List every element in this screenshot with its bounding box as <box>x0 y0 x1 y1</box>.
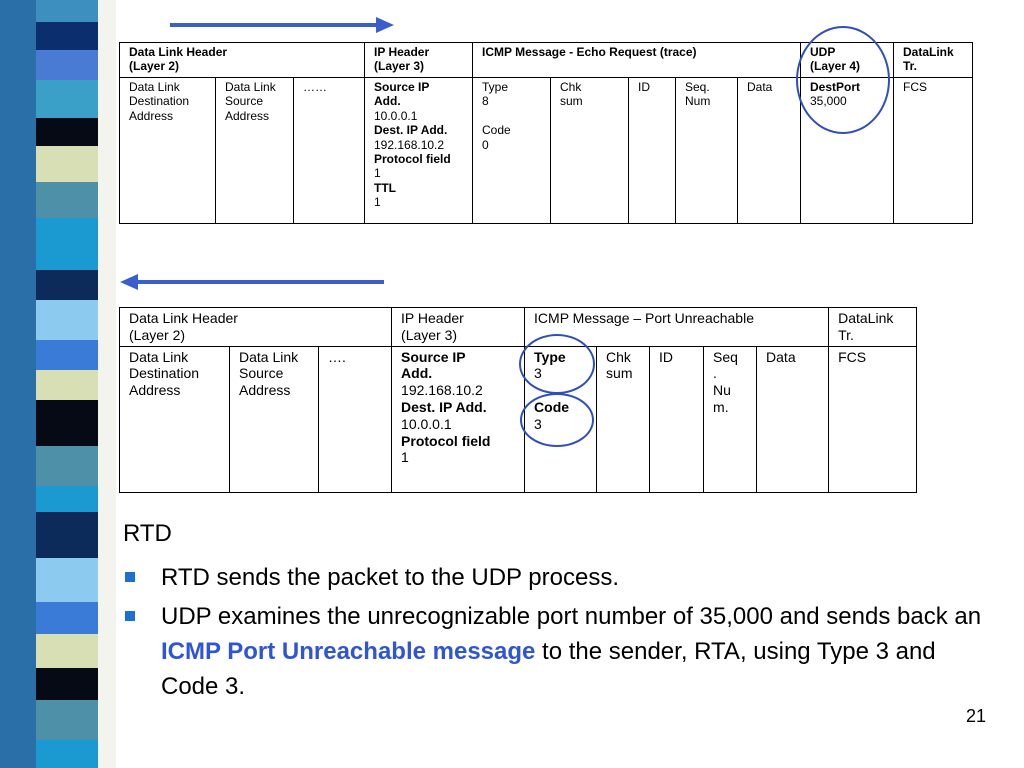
icmp-code-highlight-circle <box>520 393 594 447</box>
cell-dl-destination: Data Link Destination Address <box>120 78 216 224</box>
page-number: 21 <box>965 706 986 726</box>
cell-id: ID <box>650 346 704 492</box>
cell-icmp-type-code: Type 8 Code 0 <box>473 78 551 224</box>
right-arrow-icon <box>168 14 396 38</box>
highlighted-term: ICMP Port Unreachable message <box>161 638 536 665</box>
header-ip: IP Header (Layer 3) <box>365 43 473 78</box>
cell-fcs: FCS <box>829 346 917 492</box>
cell-dl-more: …… <box>294 78 365 224</box>
header-icmp: ICMP Message - Echo Request (trace) <box>473 43 801 78</box>
bullet-list <box>123 560 993 708</box>
bullet-square-icon <box>125 611 135 621</box>
section-title: RTD <box>123 520 172 547</box>
udp-destport-highlight-circle <box>796 26 890 134</box>
header-datalink-trailer: DataLink Tr. <box>829 308 917 347</box>
cell-ip-fields: Source IP Add. 10.0.0.1 Dest. IP Add. 192.168.10.2 Protocol field 1 TTL 1 <box>365 78 473 224</box>
cell-dl-source: Data Link Source Address <box>230 346 319 492</box>
header-datalink-trailer: DataLink Tr. <box>894 43 973 78</box>
port-unreachable-packet-table <box>119 307 917 493</box>
list-item: UDP examines the unrecognizable port number of 35,000 and sends back an ICMP Port Unreachable message to the sender, RTA, using Type 3 and Code 3. <box>123 599 993 704</box>
cell-checksum: Chk sum <box>551 78 629 224</box>
cell-fcs: FCS <box>894 78 973 224</box>
header-icmp: ICMP Message – Port Unreachable <box>525 308 829 347</box>
cell-icmp-type-code: Type 3 Code 3 <box>525 346 597 492</box>
cell-id: ID <box>629 78 676 224</box>
header-data-link: Data Link Header (Layer 2) <box>120 308 392 347</box>
header-udp: UDP (Layer 4) <box>801 43 894 78</box>
cell-checksum: Chk sum <box>597 346 650 492</box>
cell-dl-more: …. <box>319 346 392 492</box>
cell-dl-destination: Data Link Destination Address <box>120 346 230 492</box>
cell-dl-source: Data Link Source Address <box>216 78 294 224</box>
decorative-side-strip <box>0 0 116 768</box>
header-data-link: Data Link Header (Layer 2) <box>120 43 365 78</box>
icmp-type-highlight-circle <box>519 334 595 394</box>
cell-data: Data <box>738 78 801 224</box>
header-ip: IP Header (Layer 3) <box>392 308 525 347</box>
list-item: RTD sends the packet to the UDP process. <box>123 560 993 595</box>
bullet-square-icon <box>125 572 135 582</box>
cell-ip-fields: Source IP Add. 192.168.10.2 Dest. IP Add. 10.0.0.1 Protocol field 1 <box>392 346 525 492</box>
left-arrow-icon <box>118 270 388 294</box>
cell-seq-num: Seq . Nu m. <box>704 346 757 492</box>
cell-data: Data <box>757 346 829 492</box>
cell-udp-destport: DestPort 35,000 <box>801 78 894 224</box>
cell-seq-num: Seq. Num <box>676 78 738 224</box>
